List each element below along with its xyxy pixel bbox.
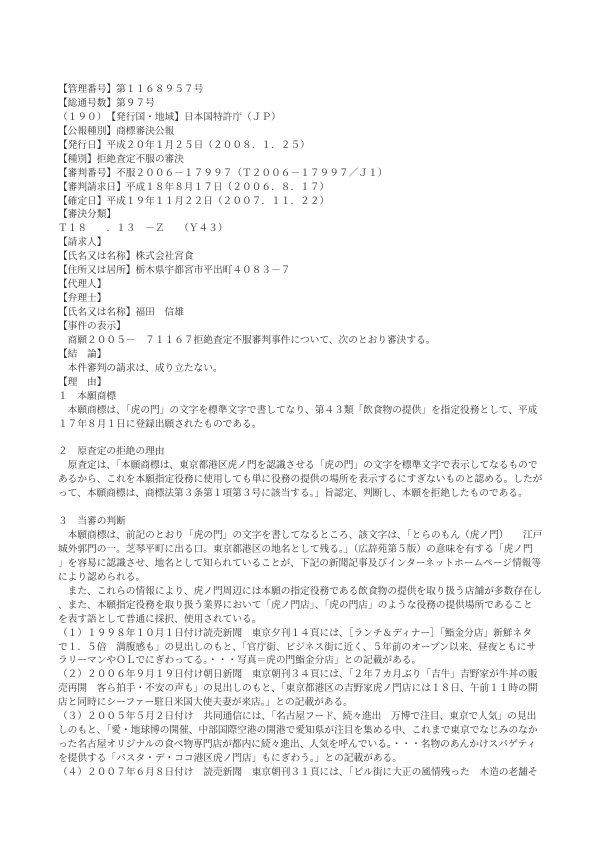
document-line: （１）１９９８年１０月１日付け読売新聞 東京夕刊１４頁には、［ランチ＆ディナー］「鮨金分店」新鮮ネタ [58, 627, 532, 639]
document-line: あるから、これを本願指定役務に使用しても単に役務の提供の場所を表示するにすぎないものと認める。したが [58, 474, 543, 486]
document-line: ２ 原査定の拒絶の理由 [58, 446, 165, 458]
document-line: 【総通号数】第９７号 [58, 97, 155, 109]
section-reason-board-judgment [58, 515, 562, 780]
document-line: １７年８月１日に登録出願されたものである。 [58, 418, 262, 430]
document-line: （２）２００６年９月１９日付け朝日新聞 東京朝刊３４頁には、「２年７カ月ぶり「吉牛」吉野家が牛丼の販 [58, 669, 538, 681]
document-line: 、また、本願指定役務を取り扱う業界において「虎ノ門店」、「虎の門店」のような役務の提供場所であること [58, 599, 533, 611]
document-line: ３ 当審の判断 [58, 516, 126, 528]
document-line: 【代理人】 [58, 279, 107, 291]
document-line: 【事件の表示】 [58, 320, 126, 332]
document-line: （３）２００５年５月２日付け 共同通信には、「名古屋フード、続々進出 万博で注目、東京で人気」の見出 [58, 711, 537, 723]
document-line: また、これらの情報により、虎ノ門周辺には本願の指定役務である飲食物の提供を取り扱う店舗が多数存在し [58, 585, 543, 597]
document-line: 本願商標は、「虎の門」の文字を標準文字で書してなり、第４３類「飲食物の提供」を指定役務として、平成 [58, 404, 538, 416]
document-line: 原査定は、「本願商標は、東京都港区虎ノ門を認識させる「虎の門」の文字を標準文字で表示してなるもので [58, 460, 538, 472]
document-line: 売再開 客ら拍手・不安の声も」の見出しのもと、「東京都港区の吉野家虎ノ門店には１８日、午前１１時の開 [58, 683, 538, 695]
document-line: って、本願商標は、商標法第３条第１項第３号に該当する。」旨認定、判断し、本願を拒絶したものである。 [58, 488, 528, 500]
document-line: 本願商標は、前記のとおり「虎の門」の文字を書してなるところ、該文字は、「とらのもん（虎ノ門） 江戸 [58, 530, 543, 541]
document-line: 【審判番号】不服２００６－１７９９７（Ｔ２００６－１７９９７／Ｊ１） [58, 167, 388, 179]
document-text [58, 83, 562, 780]
document-line: （１９０） 【発行国・地域】日本国特許庁（ＪＰ） [58, 111, 281, 123]
document-line: 【確定日】平成１９年１１月２２日（２００７．１１．２２） [58, 195, 330, 207]
document-line: 【審判請求日】平成１８年８月１７日（２００６．８．１７） [58, 181, 330, 193]
document-line: により認められる。 [58, 571, 146, 583]
document-line: 城外郭門の一。芝琴平町に出る口。東京都港区の地名として残る。」（広辞苑第５版）の意味を有する「虎ノ門 [58, 543, 533, 555]
document-line: １ 本願商標 [58, 390, 117, 402]
document-line: を提供する「パスタ・デ・ココ港区虎ノ門店」もにぎわう。」との記載がある。 [58, 753, 402, 764]
document-line: 【理 由】 [58, 376, 107, 388]
document-line: 【公報種別】商標審決公報 [58, 125, 175, 137]
document-line: を表す語として普通に採択、使用されている。 [58, 613, 262, 625]
document-line: で１．５倍 満腹感も」の見出しのもと、「官庁街、ビジネス街に近く、５年前のオープン以来、昼夜ともにサ [58, 641, 537, 653]
document-line: 【発行日】平成２０年１月２５日（２００８．１．２５） [58, 139, 310, 151]
document-line: 【結 論】 [58, 348, 107, 360]
document-line: （４）２００７年６月８日付け 読売新聞 東京朝刊３１頁には、「ビル街に大正の風情残った 木造の老舗そ [58, 766, 538, 778]
document-line: 店と同時にシーファー駐日米国大使夫妻が来店。」との記載がある。 [58, 697, 353, 709]
document-line: った名古屋オリジナルの食べ物専門店が都内に続々進出、人気を呼んでいる。・・・名物のあんかけスパゲティ [58, 739, 537, 751]
document-line: しのもと、「愛・地球博の開催、中部国際空港の開港で愛知県が注目を集める中、これまで東京でなじみのなか [58, 725, 538, 737]
section-biblio-and-case [58, 83, 562, 431]
section-reason-original-refusal [58, 445, 562, 501]
document-line: Ｔ１８ ．１３ －Ｚ （Ｙ４３） [58, 223, 228, 235]
document-line: 【審決分類】 [58, 209, 117, 221]
document-line: 【氏名又は名称】福田 信雄 [58, 307, 184, 318]
document-line: 【氏名又は名称】株式会社宮食 [58, 251, 194, 263]
document-line: 」を容易に認識させ、地名として知られていることが、下記の新聞記事及びインターネットホームページ情報等 [58, 557, 542, 569]
document-line: 本件審判の請求は、成り立たない。 [58, 362, 223, 374]
document-line: 【請求人】 [58, 237, 107, 249]
document-line: 商願２００５－ ７１１６７拒絶査定不服審判事件について、次のとおり審決する。 [58, 334, 436, 346]
document-line: 【弁理士】 [58, 293, 107, 305]
document-line: 【住所又は居所】栃木県宇都宮市平出町４０８３－７ [58, 265, 291, 277]
document-line: ラリーマンやＯＬでにぎわってる。・・・写真＝虎の門鮨金分店」との記載がある。 [58, 655, 422, 667]
document-line: 【種別】拒絶査定不服の審決 [58, 153, 184, 165]
document-line: 【管理番号】第１１６８９５７号 [58, 84, 204, 95]
